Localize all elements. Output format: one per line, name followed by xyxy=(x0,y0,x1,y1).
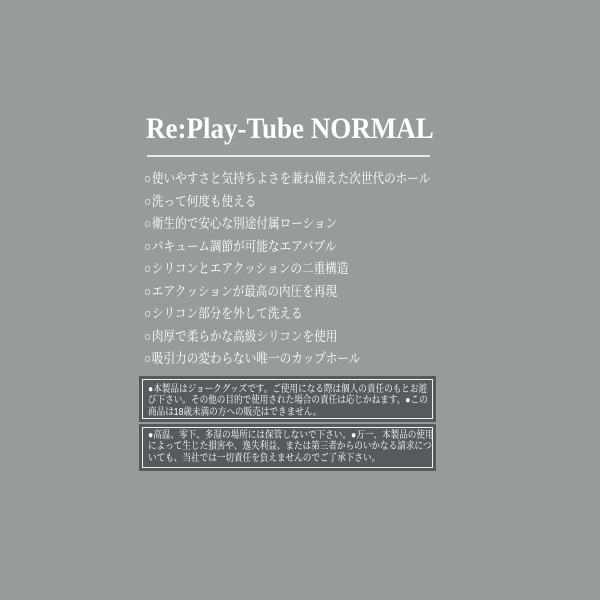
notice-line: ●高温、零下、多湿の場所には保管しないで下さい。●万一、本製品の使用 xyxy=(148,430,434,441)
circle-bullet-icon: ○ xyxy=(144,193,152,209)
feature-text: バキューム調節が可能なエアバブル xyxy=(151,238,337,254)
feature-text: エアクッションが最高の内圧を再現 xyxy=(151,283,338,299)
notice-line: によって生じた損害や、逸失利益、または第三者からのいかなる請求につ xyxy=(148,441,432,453)
feature-item xyxy=(144,326,430,349)
feature-text: 肉厚で柔らかな高級シリコンを使用 xyxy=(151,328,338,344)
notice-text xyxy=(139,424,436,464)
feature-item xyxy=(144,348,430,371)
feature-text: 使いやすさと気持ちよさを兼ね備えた次世代のホール xyxy=(151,171,431,186)
feature-text: 吸引力の変わらない唯一のカップホール xyxy=(151,351,361,366)
feature-text: シリコンとエアクッションの二重構造 xyxy=(151,261,349,276)
feature-item xyxy=(144,303,430,326)
disclaimer-box-joke-goods xyxy=(139,376,436,422)
feature-text: 衛生的で安心な別途付属ローション xyxy=(151,216,338,231)
notice-line: 商品は18歳未満の方への販売はできません。 xyxy=(148,406,322,418)
notice-line: ●本製品はジョークグッズです。ご使用になる際は個人の責任のもとお遊 xyxy=(148,384,428,395)
feature-item xyxy=(144,191,430,214)
title-underline xyxy=(147,155,430,157)
circle-bullet-icon: ○ xyxy=(144,261,152,276)
circle-bullet-icon: ○ xyxy=(144,283,152,299)
product-title: Re:Play-Tube NORMAL xyxy=(146,112,434,145)
feature-item xyxy=(144,168,430,191)
feature-item xyxy=(144,213,430,236)
notice-line: び下さい。その他の目的で使用された場合の責任は応じかねます。●この xyxy=(148,395,428,407)
notice-line: いても、当社では一切責任を負えませんのでご了承下さい。 xyxy=(148,452,381,464)
feature-item xyxy=(144,281,430,304)
circle-bullet-icon: ○ xyxy=(144,351,152,366)
circle-bullet-icon: ○ xyxy=(144,216,152,231)
disclaimer-box-storage-liability xyxy=(139,424,436,471)
circle-bullet-icon: ○ xyxy=(144,171,152,186)
feature-list xyxy=(144,168,477,371)
notice-text xyxy=(139,376,436,418)
feature-item xyxy=(144,258,430,281)
circle-bullet-icon: ○ xyxy=(144,306,152,321)
feature-text: シリコン部分を外して洗える xyxy=(151,306,303,321)
feature-item xyxy=(144,236,430,259)
feature-text: 洗って何度も使える xyxy=(151,193,257,209)
circle-bullet-icon: ○ xyxy=(144,328,152,344)
circle-bullet-icon: ○ xyxy=(144,238,152,254)
